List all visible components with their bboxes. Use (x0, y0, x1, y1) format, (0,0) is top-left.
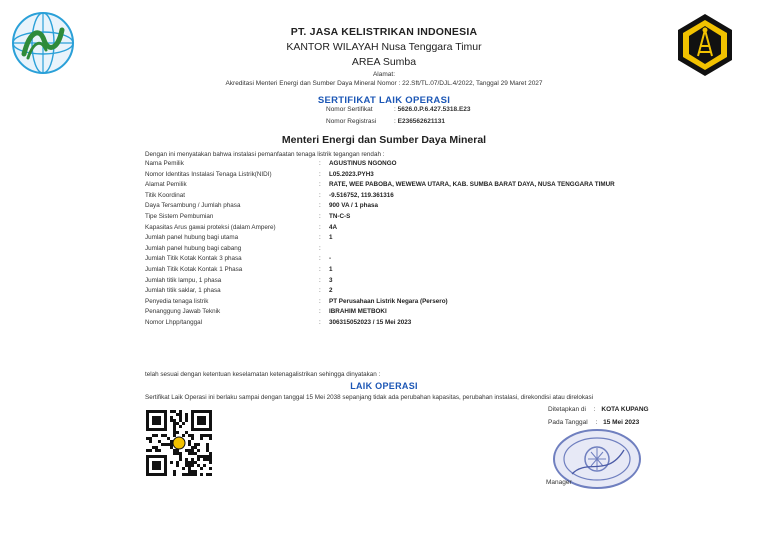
certificate-number-value: 5626.0.P.6.427.5318.E23 (397, 106, 471, 113)
laik-operasi-title: LAIK OPERASI (350, 381, 418, 391)
field-value: PT Perusahaan Listrik Negara (Persero) (329, 297, 448, 305)
field-value: 900 VA / 1 phasa (329, 202, 379, 210)
field-label: Alamat Pemilik (145, 181, 187, 189)
qr-code (146, 410, 212, 476)
field-label: Nama Pemilik (145, 160, 184, 167)
minister-title: Menteri Energi dan Sumber Daya Mineral (281, 134, 487, 146)
field-value: 1 (329, 234, 333, 242)
signature-role: Manager (546, 479, 572, 486)
qr-code-icon (146, 410, 212, 476)
field-label: Jumlah Titik Kotak Kontak 3 phasa (145, 255, 242, 263)
field-label: Tipe Sistem Pembumian (145, 212, 214, 220)
office-name: KANTOR WILAYAH Nusa Tenggara Timur (286, 41, 482, 53)
field-value: - (329, 255, 332, 263)
field-value: 1 (329, 265, 333, 273)
signature-date: Pada Tanggal : 15 Mei 2023 (548, 419, 640, 426)
field-label: Jumlah panel hubung bagi utama (145, 234, 239, 242)
field-value: IBRAHIM METBOKI (329, 308, 387, 316)
intro-text: Dengan ini menyatakan bahwa instalasi pemanfaatan tenaga listrik tegangan rendah : (145, 151, 385, 158)
area-name: AREA Sumba (351, 56, 417, 68)
field-label: Jumlah panel hubung bagi cabang (145, 244, 242, 252)
field-label: Jumlah Titik Kotak Kontak 1 Phasa (145, 265, 243, 273)
company-name: PT. JASA KELISTRIKAN INDONESIA (290, 26, 478, 38)
field-value: AGUSTINUS NGONGO (329, 160, 397, 167)
field-label: Penanggung Jawab Teknik (145, 308, 221, 316)
date-label: Pada Tanggal (548, 419, 588, 426)
field-label: Jumlah titik saklar, 1 phasa (145, 287, 221, 295)
certificate-title: SERTIFIKAT LAIK OPERASI (317, 95, 451, 106)
field-value: L05.2023.PYH3 (329, 170, 374, 178)
field-label: Titik Koordinat (145, 191, 186, 199)
field-value: TN-C-S (329, 212, 351, 220)
place-label: Ditetapkan di (548, 406, 586, 413)
field-value: 2 (329, 287, 333, 295)
field-value: 3 (329, 276, 333, 284)
place-value: KOTA KUPANG (601, 406, 649, 413)
address: Alamat: (372, 71, 396, 78)
registration-number-value: E236562621131 (397, 118, 445, 125)
certificate-number: Nomor Sertifikat : 5626.0.P.6.427.5318.E23 (326, 106, 471, 113)
registration-number: Nomor Registrasi : E236562621131 (326, 118, 445, 125)
field-value: 306315052023 / 15 Mei 2023 (329, 318, 412, 326)
validity-text: Sertifikat Laik Operasi ini berlaku sampai dengan tanggal 15 Mei 2038 sepanjang tidak ada perubahan kapasitas, perubahan instalasi, direkondisi atau direlokasi (145, 394, 594, 401)
field-label: Jumlah titik lampu, 1 phasa (145, 276, 222, 284)
date-value: 15 Mei 2023 (603, 419, 640, 426)
field-label: Kapasitas Arus gawai proteksi (dalam Ampere) (145, 223, 276, 231)
certificate-number-label: Nomor Sertifikat (326, 106, 373, 113)
field-value: 4A (329, 223, 338, 231)
signature-place: Ditetapkan di : KOTA KUPANG (548, 406, 649, 413)
accreditation: Akreditasi Menteri Energi dan Sumber Daya Mineral Nomor : 22.Sft/TL.07/DJL.4/2022, Tanggal 29 Maret 2027 (225, 80, 543, 87)
field-label: Daya Tersambung / Jumlah phasa (145, 202, 241, 210)
field-value: -9.516752, 119.361316 (329, 191, 394, 199)
field-label: Penyedia tenaga listrik (145, 297, 209, 305)
field-value: RATE, WEE PABOBA, WEWEWA UTARA, KAB. SUMBA BARAT DAYA, NUSA TENGGARA TIMUR (329, 181, 615, 189)
field-label: Nomor Lhpp/tanggal (145, 318, 203, 326)
field-label: Nomor Identitas Instalasi Tenaga Listrik(NIDI) (145, 170, 272, 178)
compliance-text: telah sesuai dengan ketentuan keselamatan ketenagalistrikan sehingga dinyatakan : (145, 371, 381, 378)
registration-number-label: Nomor Registrasi (326, 118, 377, 125)
